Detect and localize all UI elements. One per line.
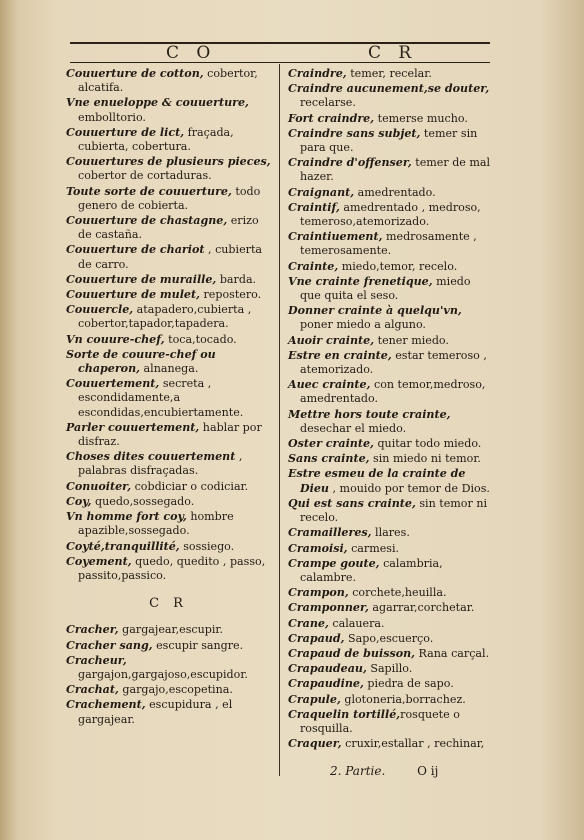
dictionary-entry bbox=[288, 662, 493, 676]
page-footer bbox=[330, 764, 438, 778]
entry-definition: corchete,heuilla. bbox=[348, 586, 447, 600]
dictionary-entry bbox=[66, 214, 271, 242]
dictionary-entry bbox=[288, 112, 493, 126]
entry-definition: cobertor de cortaduras. bbox=[78, 169, 212, 183]
entry-definition: alnanega. bbox=[140, 362, 199, 376]
header-rule-top bbox=[70, 42, 490, 44]
entry-headword: Craindre aucunement,se douter, bbox=[288, 82, 490, 96]
dictionary-entry bbox=[288, 186, 493, 200]
entry-headword: Crapaud, bbox=[288, 631, 345, 645]
entry-headword: Couuertement, bbox=[66, 377, 160, 391]
entry-headword: Cracher, bbox=[66, 623, 119, 637]
entry-headword: Craintif, bbox=[288, 200, 340, 214]
entry-definition: sossiego. bbox=[179, 539, 235, 553]
entry-headword: Crampe goute, bbox=[288, 556, 380, 570]
dictionary-entry bbox=[288, 557, 493, 585]
dictionary-entry bbox=[288, 349, 493, 377]
entry-definition: erizo de castaña. bbox=[78, 214, 259, 242]
entry-definition: temer de mal hazer. bbox=[300, 156, 491, 184]
dictionary-entry bbox=[288, 601, 493, 615]
entry-headword: Crapaudeau, bbox=[288, 662, 367, 676]
entry-definition: barda. bbox=[216, 272, 257, 286]
dictionary-entry bbox=[288, 526, 493, 540]
dictionary-entry bbox=[66, 377, 271, 420]
dictionary-entry bbox=[288, 82, 493, 110]
entry-definition: repostero. bbox=[199, 288, 262, 302]
entry-definition: todo genero de cobierta. bbox=[78, 184, 261, 212]
entry-definition: escupir sangre. bbox=[152, 638, 244, 652]
entry-headword: Crainte, bbox=[288, 259, 339, 273]
entry-headword: Auec crainte, bbox=[288, 378, 371, 392]
left-column bbox=[66, 67, 271, 728]
dictionary-entry bbox=[288, 737, 493, 751]
dictionary-entry bbox=[288, 408, 493, 436]
dictionary-entry bbox=[288, 127, 493, 155]
entry-definition: cobdiciar o codiciar. bbox=[131, 479, 249, 493]
entry-headword: Craindre d'offenser, bbox=[288, 156, 412, 170]
entry-definition: desechar el miedo. bbox=[300, 421, 407, 435]
dictionary-entry bbox=[66, 639, 271, 653]
entry-definition: quedo, quedito , passo, passito,passico. bbox=[78, 554, 266, 582]
dictionary-entry bbox=[288, 497, 493, 525]
entry-headword: Crapaud de buisson, bbox=[288, 646, 416, 660]
right-column bbox=[288, 67, 493, 752]
dictionary-entry bbox=[66, 480, 271, 494]
entry-headword: Cracher sang, bbox=[66, 638, 153, 652]
entry-headword: Cracheur, bbox=[66, 653, 127, 667]
dictionary-entry bbox=[288, 260, 493, 274]
dictionary-entry bbox=[66, 126, 271, 154]
dictionary-entry bbox=[66, 495, 271, 509]
entry-headword: Couuerture de cotton, bbox=[66, 67, 204, 80]
entry-definition: temer sin para que. bbox=[300, 126, 478, 155]
entry-headword: Crapule, bbox=[288, 692, 341, 706]
dictionary-entry bbox=[288, 304, 493, 332]
dictionary-entry bbox=[288, 201, 493, 229]
dictionary-entry bbox=[66, 288, 271, 302]
dictionary-entry bbox=[288, 586, 493, 600]
dictionary-entry bbox=[66, 421, 271, 449]
dictionary-entry bbox=[66, 683, 271, 697]
dictionary-entry bbox=[288, 230, 493, 258]
entry-headword: Cramponner, bbox=[288, 601, 369, 615]
entry-definition: embolltorio. bbox=[78, 110, 146, 124]
entry-definition: miedo,temor, recelo. bbox=[338, 259, 458, 273]
entry-headword: Vn homme fort coy, bbox=[66, 510, 187, 524]
dictionary-entry bbox=[66, 540, 271, 554]
dictionary-entry bbox=[288, 156, 493, 184]
dictionary-entry bbox=[288, 378, 493, 406]
entry-definition: sin temor ni recelo. bbox=[300, 496, 488, 525]
entry-definition: agarrar,corchetar. bbox=[368, 601, 475, 615]
entry-headword: Estre en crainte, bbox=[288, 348, 392, 362]
entry-headword: Couuerture de lict, bbox=[66, 125, 185, 139]
dictionary-entry bbox=[66, 243, 271, 271]
entry-definition: gargajo,escopetina. bbox=[118, 683, 233, 697]
dictionary-entry bbox=[66, 303, 271, 331]
entry-definition: rosquete o rosquilla. bbox=[300, 707, 460, 735]
entry-definition: atapadero,cubierta , cobertor,tapador,tapadera. bbox=[78, 303, 252, 331]
right-entries bbox=[288, 67, 493, 751]
entry-headword: Craintiuement, bbox=[288, 230, 383, 244]
entry-headword: Crampon, bbox=[288, 586, 349, 600]
entry-headword: Craignant, bbox=[288, 185, 355, 199]
dictionary-entry bbox=[288, 677, 493, 691]
entry-definition: hombre apazible,sossegado. bbox=[78, 510, 234, 538]
entry-headword: Vne crainte frenetique, bbox=[288, 274, 433, 288]
dictionary-entry bbox=[288, 467, 493, 495]
entry-headword: Craquer, bbox=[288, 737, 342, 751]
dictionary-entry bbox=[288, 632, 493, 646]
entry-headword: Mettre hors toute crainte, bbox=[288, 407, 451, 421]
header-rule-bottom bbox=[70, 62, 490, 63]
entry-definition: gargajon,gargajoso,escupidor. bbox=[78, 667, 248, 681]
dictionary-entry bbox=[66, 67, 271, 95]
entry-headword: Cramailleres, bbox=[288, 526, 372, 540]
entry-headword: Donner crainte à quelqu'vn, bbox=[288, 304, 462, 318]
entry-headword: Craquelin tortillé, bbox=[288, 707, 401, 721]
entry-definition: medrosamente , temerosamente. bbox=[300, 230, 477, 258]
entry-headword: Couuerture de chastagne, bbox=[66, 214, 228, 228]
dictionary-entry bbox=[66, 155, 271, 183]
entry-headword: Couuerture de chariot bbox=[66, 243, 205, 257]
entry-definition: estar temeroso , atemorizado. bbox=[300, 348, 487, 377]
entry-definition: temer, recelar. bbox=[346, 67, 432, 80]
left-entries-bottom bbox=[66, 623, 271, 726]
entry-definition: cruxir,estallar , rechinar, bbox=[341, 737, 485, 751]
left-entries-top bbox=[66, 67, 271, 583]
dictionary-entry bbox=[66, 333, 271, 347]
dictionary-entry bbox=[66, 273, 271, 287]
entry-definition: amedrentado , medroso, temeroso,atemorizado. bbox=[300, 200, 481, 229]
dictionary-entry bbox=[288, 617, 493, 631]
dictionary-entry bbox=[66, 623, 271, 637]
running-head-right: C R bbox=[368, 43, 418, 63]
entry-headword: Sans crainte, bbox=[288, 452, 370, 466]
entry-definition: secreta , escondidamente,a escondidas,encubiertamente. bbox=[78, 377, 244, 419]
dictionary-entry bbox=[288, 67, 493, 81]
entry-headword: Oster crainte, bbox=[288, 437, 374, 451]
dictionary-entry bbox=[288, 437, 493, 451]
entry-definition: escupidura , el gargajear. bbox=[78, 698, 233, 726]
entry-headword: Crapaudine, bbox=[288, 677, 364, 691]
entry-headword: Parler couuertement, bbox=[66, 420, 200, 434]
dictionary-entry bbox=[66, 348, 271, 376]
dictionary-entry bbox=[288, 647, 493, 661]
entry-headword: Couuerture de muraille, bbox=[66, 272, 217, 286]
entry-definition: hablar por disfraz. bbox=[78, 420, 262, 449]
entry-headword: Couuerture de mulet, bbox=[66, 288, 200, 302]
entry-definition: glotoneria,borrachez. bbox=[340, 692, 466, 706]
dictionary-entry bbox=[66, 450, 271, 478]
entry-definition: carmesi. bbox=[347, 541, 400, 555]
entry-definition: miedo que quita el seso. bbox=[300, 274, 471, 303]
entry-definition: con temor,medroso, amedrentado. bbox=[300, 378, 486, 406]
dictionary-entry bbox=[66, 654, 271, 682]
entry-definition: tener miedo. bbox=[374, 333, 449, 347]
dictionary-entry bbox=[66, 510, 271, 538]
entry-definition: poner miedo a alguno. bbox=[300, 318, 426, 332]
dictionary-entry bbox=[288, 334, 493, 348]
entry-definition: cobertor, alcatifa. bbox=[78, 67, 258, 95]
dictionary-entry bbox=[66, 185, 271, 213]
dictionary-entry bbox=[66, 555, 271, 583]
entry-headword: Couuertures de plusieurs pieces, bbox=[66, 155, 271, 169]
entry-definition: gargajear,escupir. bbox=[118, 623, 224, 637]
entry-definition: Rana carçal. bbox=[415, 646, 490, 660]
entry-definition: , palabras disfraçadas. bbox=[78, 450, 243, 478]
entry-definition: piedra de sapo. bbox=[363, 677, 454, 691]
entry-definition: quitar todo miedo. bbox=[373, 437, 482, 451]
entry-headword: Auoir crainte, bbox=[288, 333, 375, 347]
entry-headword: Choses dites couuertement bbox=[66, 450, 236, 464]
running-head-left: C O bbox=[166, 43, 217, 63]
entry-definition: sin miedo ni temor. bbox=[369, 452, 481, 466]
entry-definition: quedo,sossegado. bbox=[91, 494, 195, 508]
entry-definition: llares. bbox=[371, 526, 410, 540]
entry-headword: Coy, bbox=[66, 494, 92, 508]
entry-headword: Crachement, bbox=[66, 698, 146, 712]
entry-headword: Craindre, bbox=[288, 67, 347, 80]
entry-headword: Crane, bbox=[288, 616, 329, 630]
entry-definition: amedrentado. bbox=[354, 185, 436, 199]
dictionary-entry bbox=[288, 542, 493, 556]
entry-definition: Sapo,escuerço. bbox=[344, 631, 434, 645]
entry-headword: Estre esmeu de la crainte de Dieu bbox=[288, 467, 466, 495]
dictionary-entry bbox=[288, 708, 493, 736]
entry-definition: , mouido por temor de Dios. bbox=[328, 481, 490, 495]
dictionary-entry bbox=[66, 96, 271, 124]
section-title: C R bbox=[149, 596, 188, 612]
signature-mark: O ij bbox=[417, 764, 439, 778]
dictionary-entry bbox=[66, 698, 271, 726]
entry-definition: , cubierta de carro. bbox=[78, 243, 263, 271]
entry-headword: Conuoiter, bbox=[66, 479, 132, 493]
entry-headword: Coyement, bbox=[66, 554, 132, 568]
column-divider bbox=[279, 64, 280, 776]
entry-definition: recelarse. bbox=[300, 96, 356, 110]
entry-definition: toca,tocado. bbox=[164, 332, 237, 346]
entry-definition: fraçada, cubierta, cobertura. bbox=[78, 125, 234, 154]
entry-headword: Fort craindre, bbox=[288, 111, 375, 125]
entry-headword: Vne enueloppe & couuerture, bbox=[66, 96, 249, 110]
dictionary-entry bbox=[288, 693, 493, 707]
dictionary-entry bbox=[288, 275, 493, 303]
entry-headword: Sorte de couure-chef ou chaperon, bbox=[66, 347, 216, 376]
entry-headword: Coyté,tranquillité, bbox=[66, 539, 180, 553]
entry-headword: Crachat, bbox=[66, 683, 119, 697]
entry-headword: Toute sorte de couuerture, bbox=[66, 184, 232, 198]
dictionary-entry bbox=[288, 452, 493, 466]
part-label: 2. Partie. bbox=[330, 764, 386, 778]
entry-definition: calauera. bbox=[328, 616, 385, 630]
entry-definition: calambria, calambre. bbox=[300, 556, 443, 584]
entry-headword: Couuercle, bbox=[66, 303, 134, 317]
entry-headword: Cramoisi, bbox=[288, 541, 348, 555]
entry-headword: Craindre sans subjet, bbox=[288, 126, 421, 140]
entry-headword: Vn couure-chef, bbox=[66, 332, 165, 346]
entry-definition: temerse mucho. bbox=[374, 111, 468, 125]
entry-definition: Sapillo. bbox=[366, 662, 413, 676]
entry-headword: Qui est sans crainte, bbox=[288, 496, 416, 510]
